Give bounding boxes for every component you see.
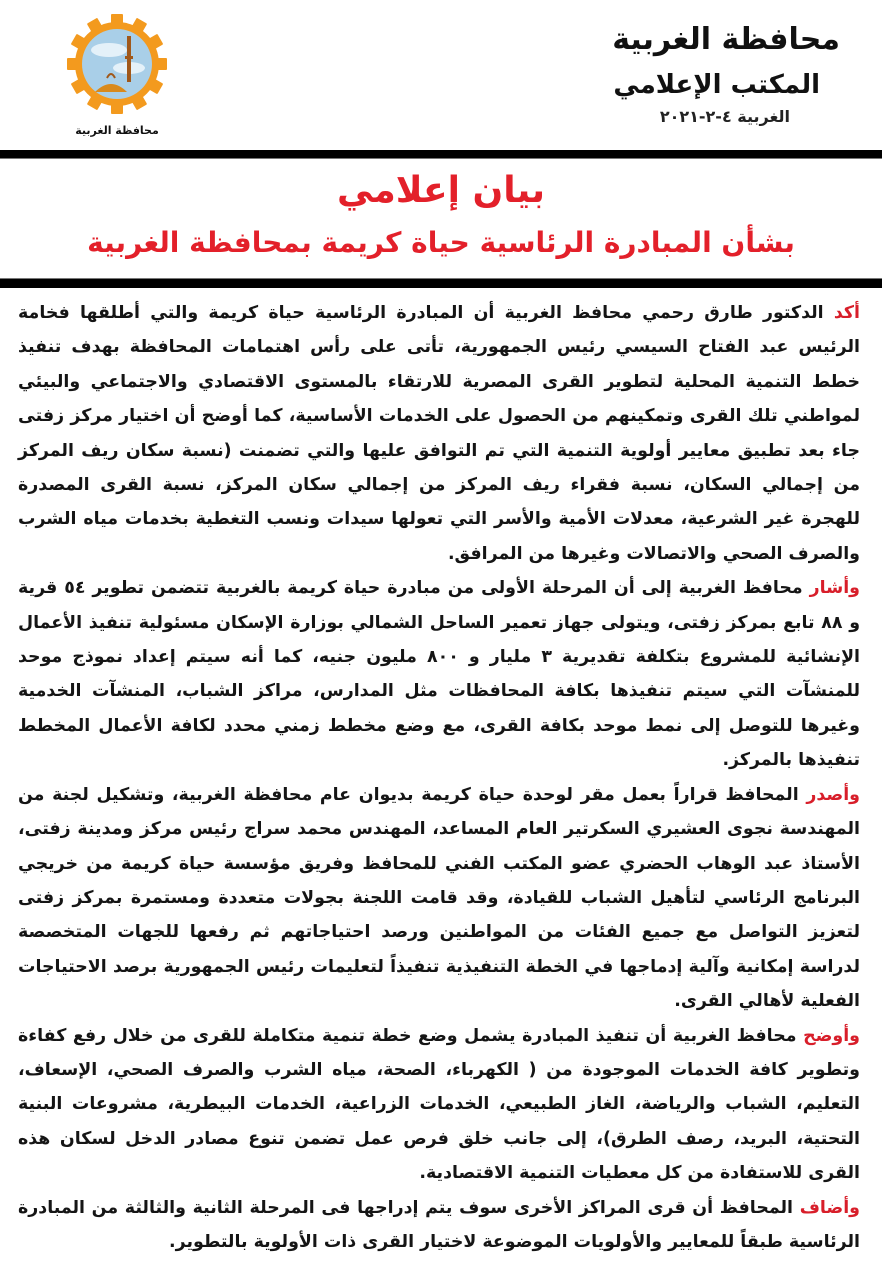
title-block: [0, 160, 882, 278]
statement-body: [18, 296, 860, 1259]
lead-word: وأصدر: [806, 784, 860, 805]
page-subtitle: بشأن المبادرة الرئاسية حياة كريمة بمحافظة الغربية: [87, 226, 795, 259]
paragraph-text: محافظ الغربية أن تنفيذ المبادرة يشمل وضع خطة تنمية متكاملة للقرى من خلال رفع كفاءة وتطوير كافة الخدمات الموجودة من ( الكهرباء، الصحة، مياه الشرب والصرف الصحي، الإسعاف، التعليم، الشباب والرياضة، الغاز الطبيعي، الخدمات الزراعية، الخدمات البيطرية، مشروعات البنية التحتية، البريد، رصف الطرق)، إلى جانب خلق فرص عمل تضمن تنوع مصادر الدخل لسكان هذه القرى للاستفادة من كل معطيات التنمية الاقتصادية.: [18, 1025, 860, 1184]
top-divider: [0, 150, 882, 159]
paragraph: [18, 778, 860, 1019]
paragraph: [18, 296, 860, 571]
paragraph: [18, 1191, 860, 1260]
governorate-gear-emblem-icon: [62, 12, 172, 142]
lead-word: وأشار: [809, 578, 860, 599]
paragraph: [18, 1019, 860, 1191]
paragraph-text: المحافظ قراراً بعمل مقر لوحدة حياة كريمة بديوان عام محافظة الغربية، وتشكيل لجنة من المهندسة نجوى العشيري السكرتير العام المساعد، المهندس محمد سراج رئيس مركز ومدينة زفتى، الأستاذ عبد الوهاب الحضري عضو المكتب الفني للمحافظ وفريق مؤسسة حياة كريمة من خريجي البرنامج الرئاسي لتأهيل الشباب للقيادة، وقد قامت اللجنة بجولات متعددة ومستمرة بمركز زفتى لتعزيز التواصل مع جميع الفئات من المواطنين ورصد احتياجاتهم ثم رفعها للجهات المتخصصة لدراسة إمكانية وآلية إدماجها في الخطة التنفيذية تنفيذاً لتعليمات رئيس الجمهورية برصد الاحتياجات الفعلية لأهالي القرى.: [18, 784, 860, 1012]
governorate-logo: [62, 12, 172, 142]
paragraph-text: المحافظ أن قرى المراكز الأخرى سوف يتم إدراجها فى المرحلة الثانية والثالثة من المبادرة الرئاسية طبقاً للمعايير والأولويات الموضوعة لاختيار القرى ذات الأولوية بالتطوير.: [18, 1197, 860, 1252]
letterhead: [0, 0, 882, 150]
bottom-divider: [0, 278, 882, 288]
governorate-name: محافظة الغربية: [612, 22, 840, 57]
paragraph-text: محافظ الغربية إلى أن المرحلة الأولى من مبادرة حياة كريمة بالغربية تتضمن تطوير ٥٤ قرية و ٨٨ تابع بمركز زفتى، ويتولى جهاز تعمير الساحل الشمالي بوزارة الإسكان مسئولية تنفيذ الأعمال الإنشائية للمشروع بتكلفة تقديرية ٣ مليار و ٨٠٠ مليون جنيه، كما أنه سيتم إعداد نموذج موحد للمنشآت التي سيتم تنفيذها بكافة المحافظات مثل المدارس، مراكز الشباب، المنشآت الخدمية وغيرها للتوصل إلى نمط موحد بكافة القرى، مع وضع مخطط زمني محدد لكافة الأعمال المخطط تنفيذها بالمركز.: [18, 578, 860, 771]
page-title: بيان إعلامي: [337, 170, 545, 211]
lead-word: أكد: [833, 303, 860, 323]
paragraph-text: الدكتور طارق رحمي محافظ الغربية أن المبادرة الرئاسية حياة كريمة والتي أطلقها فخامة الرئيس عبد الفتاح السيسي رئيس الجمهورية، تأتى على رأس اهتمامات المحافظة بهدف تنفيذ خطط التنمية المحلية لتطوير القرى المصرية للارتقاء بالمستوى الاقتصادي والاجتماعي والبيئي لمواطني تلك القرى وتمكينهم من الحصول على الخدمات الأساسية، كما أوضح أن اختيار مركز زفتى جاء بعد تطبيق معايير أولوية التنمية التي تم التوافق عليها والتي تضمنت (نسبة سكان ريف المركز من إجمالي السكان، نسبة فقراء ريف المركز من إجمالي سكان المركز، نسبة القرى المصدرة للهجرة غير الشرعية، معدلات الأمية والأسر التي تعولها سيدات ونسب التغطية بخدمات مياه الشرب والصرف الصحي والاتصالات وغيرها من المرافق.: [18, 303, 860, 564]
dateline: الغربية ٤-٢-٢٠٢١: [659, 107, 790, 126]
paragraph: [18, 571, 860, 777]
office-name: المكتب الإعلامي: [613, 70, 820, 100]
lead-word: وأوضح: [803, 1025, 860, 1046]
lead-word: وأضاف: [799, 1197, 860, 1218]
svg-text:محافظة الغربية: محافظة الغربية: [75, 124, 159, 137]
